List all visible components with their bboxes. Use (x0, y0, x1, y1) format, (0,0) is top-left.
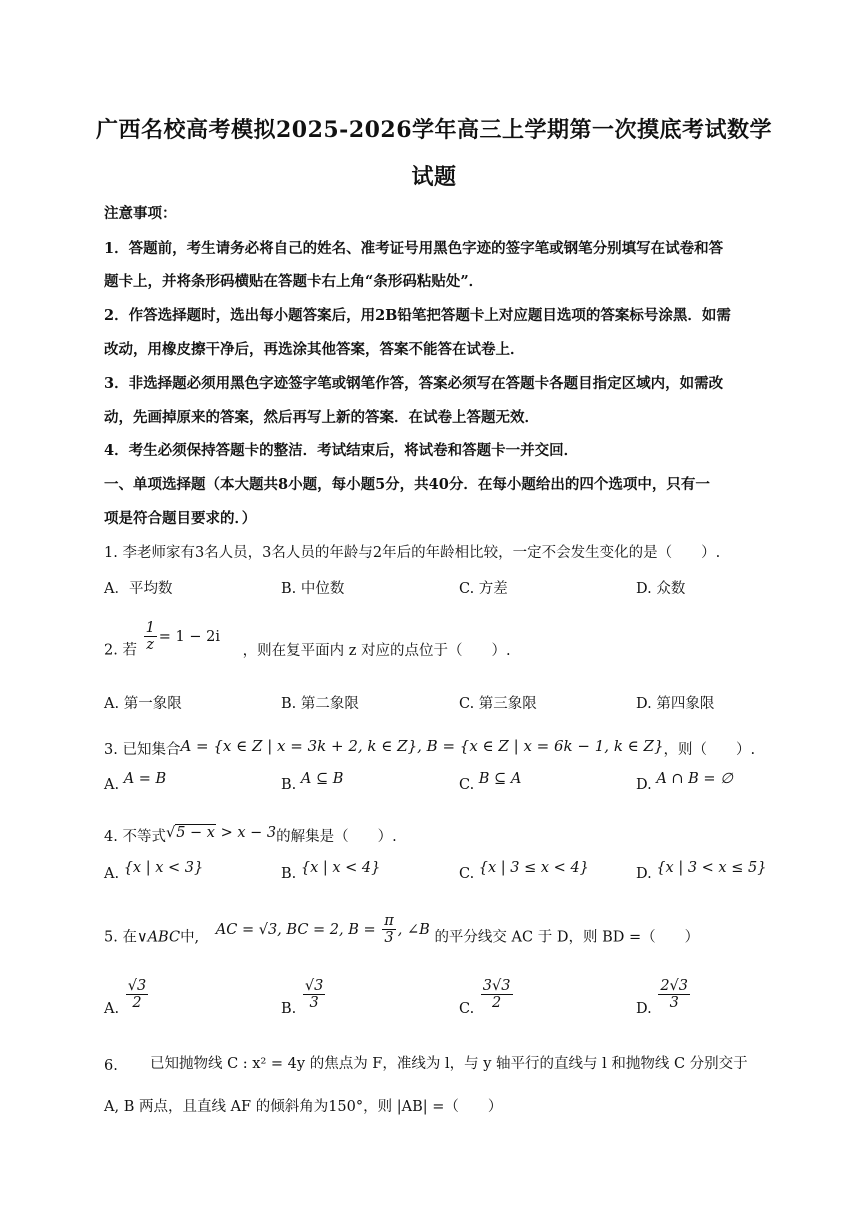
q4-rhs: > x − 3 (220, 825, 277, 841)
q1-option-a: A．平均数 (104, 581, 173, 597)
q3-suffix: ，则（ ）. (663, 742, 756, 758)
q4-inequality: √5 − x > x − 3 (165, 825, 277, 841)
q2-option-a: A. 第一象限 (104, 696, 182, 712)
notice-item: 4．考生必须保持答题卡的整洁．考试结束后，将试卷和答题卡一并交回． (104, 442, 579, 459)
notice-item: 1．答题前，考生请务必将自己的姓名、准考证号用黑色字迹的签字笔或钢笔分别填写在试卷和答 (104, 240, 724, 257)
q5-prefix: 5. 在 (104, 929, 137, 946)
notice-heading: 注意事项： (104, 205, 177, 222)
q2-prefix: 2. 若 (104, 642, 137, 659)
q4-suffix: 的解集是（ ）. (276, 829, 397, 845)
q3-option-a-math: A = B (123, 771, 167, 787)
q3-option-b-math: A ⊆ B (300, 771, 344, 787)
q5-option-d: D. $\frac{2√3}{3}$ (636, 978, 689, 1017)
question-3-stem (104, 737, 774, 762)
section-heading: 一、单项选择题（本大题共8小题，每小题5分，共40分．在每小题给出的四个选项中，只有一 (104, 476, 710, 493)
q4-option-b-math: {x | x < 4} (300, 860, 381, 876)
q1-option-d: D. 众数 (636, 581, 686, 597)
exam-title-line2: 试题 (411, 164, 457, 190)
question-5-stem (104, 913, 774, 954)
q3-option-b: B. A ⊆ B (281, 771, 344, 793)
q5-option-a-frac: $\frac{√3}{2}$ (127, 978, 147, 1011)
notice-item: 3．非选择题必须用黑色字迹签字笔或钢笔作答，答案必须写在答题卡各题目指定区域内，如需改 (104, 375, 724, 392)
q2-option-d: D. 第四象限 (636, 696, 715, 712)
q5-angle: , ∠B (397, 921, 430, 938)
q1-option-b: B. 中位数 (281, 581, 345, 597)
q5-triangle: ∨ABC (136, 929, 181, 946)
exam-title: 广西名校高考模拟2025-2026学年高三上学期第一次摸底考试数学 (95, 117, 773, 143)
q1-option-c: C. 方差 (459, 581, 508, 597)
q2-rhs: = 1 − 2i (158, 628, 221, 645)
q5-option-c: C. $\frac{3√3}{2}$ (459, 978, 511, 1017)
q2-fraction (144, 620, 157, 653)
q5-option-b-frac: $\frac{√3}{3}$ (304, 978, 324, 1011)
q5-option-b: B. $\frac{√3}{3}$ (281, 978, 324, 1017)
q4-option-b: B. {x | x < 4} (281, 860, 381, 882)
q5-pi-over-3: $\frac{\pi}{3}$ (384, 913, 394, 946)
q4-option-c: C. {x | 3 ≤ x < 4} (459, 860, 589, 882)
q2-fraction-den: z (146, 637, 154, 653)
q4-radicand: 5 − x (176, 825, 215, 841)
q3-option-c: C. B ⊆ A (459, 771, 522, 793)
q5-suffix: 的平分线交 AC 于 D，则 BD =（ ） (434, 929, 700, 946)
q2-suffix: ，则在复平面内 z 对应的点位于（ ）. (242, 642, 511, 659)
q2-option-c: C. 第三象限 (459, 696, 537, 712)
q3-prefix: 3. 已知集合 (104, 742, 181, 758)
question-2-stem (104, 620, 774, 667)
section-heading-cont: 项是符合题目要求的．） (104, 510, 257, 527)
q2-fraction-num: 1 (145, 620, 155, 636)
q2-option-b: B. 第二象限 (281, 696, 359, 712)
q4-option-a-math: {x | x < 3} (123, 860, 204, 876)
notice-item: 动，先画掉原来的答案，然后再写上新的答案．在试卷上答题无效． (104, 409, 539, 426)
q4-option-d: D. {x | 3 < x ≤ 5} (636, 860, 767, 882)
notice-item: 改动，用橡皮擦干净后，再选涂其他答案，答案不能答在试卷上． (104, 341, 525, 358)
notice-item: 2．作答选择题时，选出每小题答案后，用2B铅笔把答题卡上对应题目选项的答案标号涂黑．如需 (104, 307, 731, 324)
q5-condition (215, 913, 435, 946)
q5-condition-text: AC = √3, BC = 2, B = (215, 921, 376, 938)
q4-option-a: A. {x | x < 3} (104, 860, 204, 882)
q3-option-d-math: A ∩ B = ∅ (656, 771, 733, 787)
question-6-number: 6. (104, 1058, 118, 1074)
question-6-stem-line1: 已知抛物线 C : x² = 4y 的焦点为 F，准线为 l，与 y 轴平行的直线与 l 和抛物线 C 分别交于 (150, 1056, 748, 1072)
q3-option-c-math: B ⊆ A (478, 771, 522, 787)
question-1-stem: 1. 李老师家有3名人员，3名人员的年龄与2年后的年龄相比较，一定不会发生变化的是（ ）. (104, 545, 721, 561)
q4-option-d-math: {x | 3 < x ≤ 5} (656, 860, 767, 876)
question-6-stem-line2: A, B 两点，且直线 AF 的倾斜角为150°，则 |AB| =（ ） (104, 1099, 503, 1115)
q3-set-expression: A = {x ∈ Z | x = 3k + 2, k ∈ Z}, B = {x ∈ Z | x = 6k − 1, k ∈ Z} (180, 737, 664, 755)
q5-option-d-frac: $\frac{2√3}{3}$ (660, 978, 689, 1011)
q5-option-c-frac: $\frac{3√3}{2}$ (482, 978, 511, 1011)
q5-option-a: A. $\frac{√3}{2}$ (104, 978, 147, 1017)
notice-item: 题卡上，并将条形码横贴在答题卡右上角“条形码粘贴处”． (104, 273, 484, 290)
q5-mid: 中, (180, 929, 200, 946)
q3-option-a: A. A = B (104, 771, 167, 793)
question-4-stem (104, 825, 774, 849)
q4-option-c-math: {x | 3 ≤ x < 4} (478, 860, 589, 876)
q3-option-d: D. A ∩ B = ∅ (636, 771, 733, 793)
q4-prefix: 4. 不等式 (104, 829, 166, 845)
